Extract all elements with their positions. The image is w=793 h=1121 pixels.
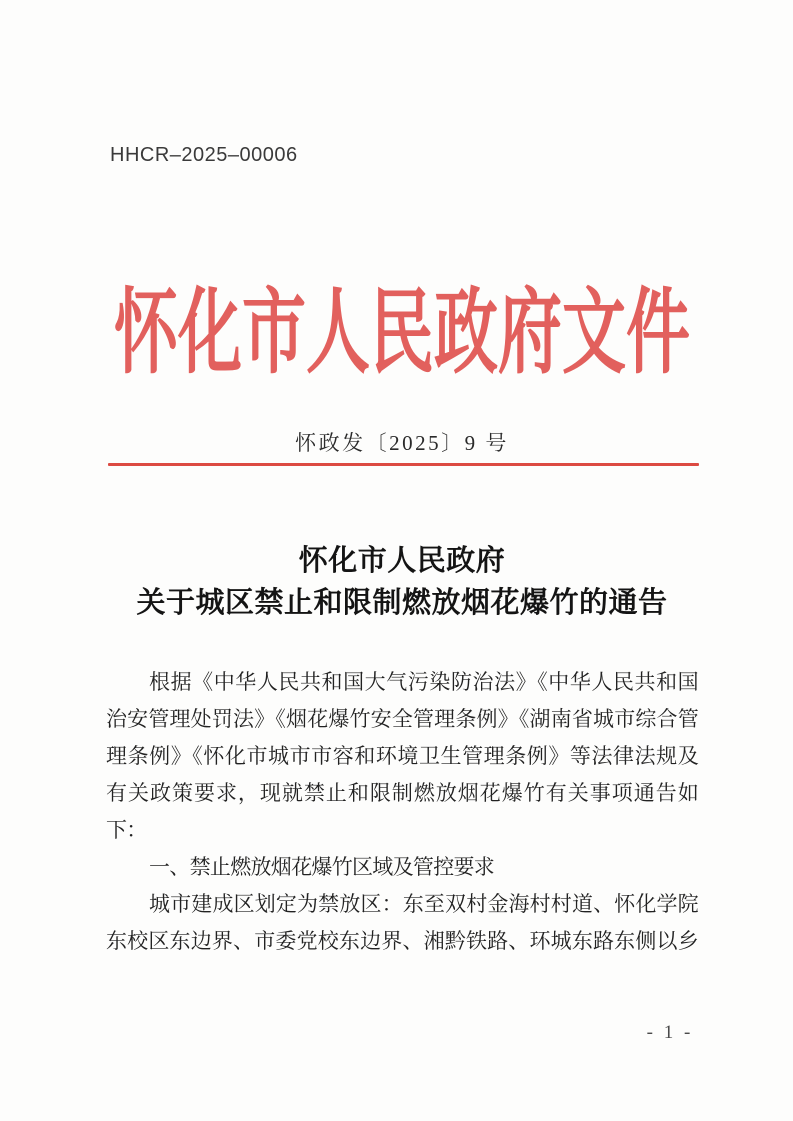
- section-heading-line: 一、禁止燃放烟花爆竹区域及管控要求: [149, 855, 495, 879]
- body-line: 城市建成区划定为禁放区：东至双村金海村村道、怀化学院: [149, 892, 698, 916]
- document-title: [60, 540, 744, 624]
- red-divider-rule: [108, 463, 699, 466]
- page-number: - 1 -: [646, 1022, 694, 1043]
- document-title-line2: 关于城区禁止和限制燃放烟花爆竹的通告: [136, 587, 668, 619]
- body-paragraphs: [106, 664, 698, 960]
- body-line: 东校区东边界、市委党校东边界、湘黔铁路、环城东路东侧以乡: [106, 929, 698, 953]
- body-line: 理条例》《怀化市城市市容和环境卫生管理条例》等法律法规及: [106, 744, 698, 768]
- document-title-line1: 怀化市人民政府: [298, 545, 506, 577]
- issue-number: 怀政发〔2025〕9 号: [295, 431, 509, 455]
- body-line: 有关政策要求，现就禁止和限制燃放烟花爆竹有关事项通告如: [106, 781, 698, 805]
- body-line: 根据《中华人民共和国大气污染防治法》《中华人民共和国: [149, 670, 698, 694]
- body-line: 治安管理处罚法》《烟花爆竹安全管理条例》《湖南省城市综合管: [106, 707, 698, 731]
- doc-registration-number: HHCR–2025–00006: [110, 144, 298, 166]
- body-line: 下：: [106, 818, 147, 842]
- red-letterhead-title: 怀化市人民政府文件: [114, 281, 690, 386]
